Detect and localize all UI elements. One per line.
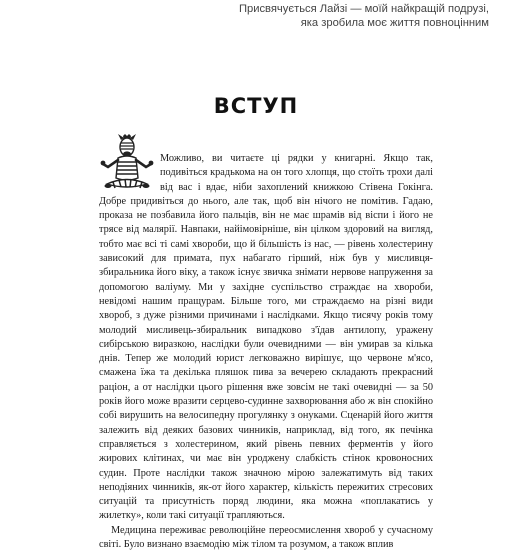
dedication-line-1: Присвячується Лайзі — моїй найкращій подрузі, bbox=[238, 3, 489, 15]
dedication-line-2: яка зробила моє життя повноцінним bbox=[300, 17, 489, 29]
body-text bbox=[99, 152, 433, 552]
illustration-space bbox=[99, 152, 160, 192]
dedication bbox=[239, 2, 489, 30]
paragraph-1: Можливо, ви читаєте ці рядки у книгарні. Якщо так, подивіться крадькома на он того хлопця, що стоїть трохи далі від вас і вдає, ніби захоплений книжкою Стівена Гокінга. Добре придивіться до нього, але так, щоб він нічого не помітив. Гадаю, проказа не позбавила його пальців, він не має шрамів від віспи і його не трясе від малярії. Навпаки, найімовірніше, він цілком здоровий на вигляд, тобто має всі ті самі хвороби, що й більшість із нас, — рівень холестерину зависокий для примата, пух набагато гірший, ніж був у мисливця-збиральника його віку, а також існує звичка знімати нервове напруження за допомогою валіуму. Ми у західне суспільство страждає на хвороби, невідомі нашим пращурам. Більше того, ми страждаємо на різні види хвороб, з дуже різними причинами і наслідками. Якщо тисячу років тому молодий мисливець-збиральник випадково з'їдав антилопу, уражену сибірською виразкою, наслідки були очевидними — він умирав за кілька днів. Тепер же молодий юрист легковажно вирішує, що червоне м'ясо, смажена їжа та декілька пляшок пива за вечерею складають прекрасний раціон, а от наслідки цього рішення вже зовсім не такі очевидні — за 50 років його може вразити серцево-судинне захворювання або ж він спокійно собі вирушить на велосипедну прогулянку з онуками. Сценарій його життя залежить від деяких базових чинників, наприклад, від того, як печінка справляється з холестерином, який рівень певних ферментів у його жирових клітинах, чи має він уроджену слабкість стінок кровоносних судин. Проте наслідки також значною мірою залежатимуть від таких неподіяних чинників, як-от його характер, кількість пережитих стресових ситуацій та присутність поряд людини, яка можна «поплакатись у жилетку», коли такі ситуації трапляються. bbox=[99, 153, 433, 522]
paragraph-2: Медицина переживає революційне переосмислення хвороб у сучасному світі. Було визнано взаємодію між тілом та розумом, а також вплив bbox=[99, 524, 433, 551]
chapter-title: ВСТУП bbox=[213, 94, 299, 118]
